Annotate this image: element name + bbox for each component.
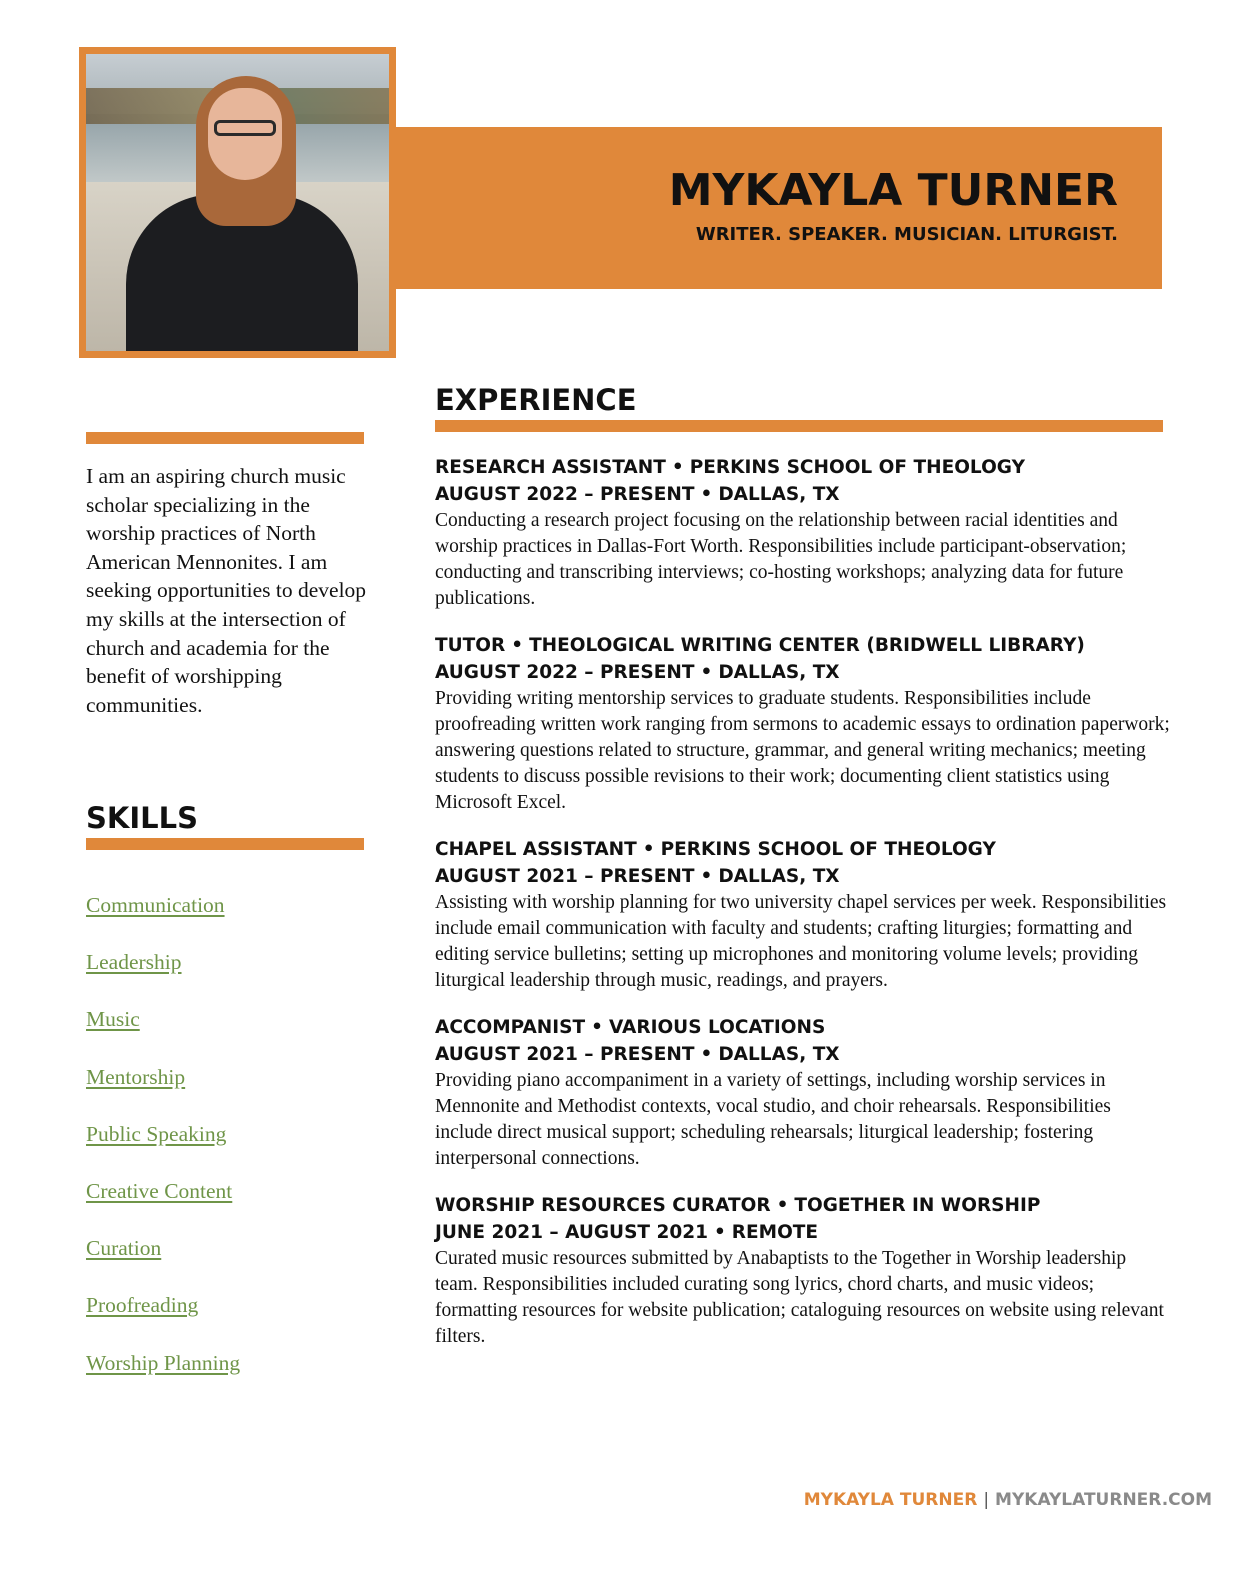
job-title-line [435, 454, 1175, 481]
skill-item [86, 1351, 240, 1408]
job-date-line [435, 1219, 1175, 1246]
candidate-name: MYKAYLA TURNER [668, 165, 1118, 216]
job-dates: JUNE 2021 – AUGUST 2021 [435, 1222, 708, 1243]
page-footer [804, 1490, 1212, 1510]
job-role: TUTOR [435, 635, 506, 656]
separator-dot: • [700, 662, 713, 683]
skill-item [86, 1179, 240, 1236]
separator-dot: • [591, 1017, 603, 1038]
separator-dot: • [700, 866, 713, 887]
skill-link-creative-content[interactable]: Creative Content [86, 1178, 233, 1203]
skills-list [86, 893, 240, 1408]
job-org: THEOLOGICAL WRITING CENTER (BRIDWELL LIBRARY) [529, 635, 1085, 656]
job-role: CHAPEL ASSISTANT [435, 839, 637, 860]
summary-text: I am an aspiring church music scholar specializing in the worship practices of North American Mennonites. I am seeking opportunities to develop my skills at the intersection of church and academia for the benefit of worshipping communities. [86, 464, 367, 717]
separator-dot: • [671, 457, 684, 478]
job-title-line [435, 632, 1175, 659]
skill-item [86, 950, 240, 1007]
job-description: Providing piano accompaniment in a variety of settings, including worship services in Mennonite and Methodist contexts, vocal studio, and choir rehearsals. Responsibilities include direct musical support; scheduling rehearsals; liturgical leadership; fostering interpersonal connections. [435, 1070, 1111, 1169]
job-date-line [435, 1041, 1175, 1068]
skill-item [86, 1065, 240, 1122]
profile-photo-frame [79, 47, 396, 358]
footer-divider: | [983, 1490, 990, 1510]
job-date-line [435, 863, 1175, 890]
skill-item [86, 1293, 240, 1350]
skill-link-proofreading[interactable]: Proofreading [86, 1293, 199, 1318]
skill-item [86, 893, 240, 950]
job-date-line [435, 659, 1175, 686]
job-location: DALLAS, TX [718, 662, 840, 683]
job-location: DALLAS, TX [718, 484, 840, 505]
skill-item [86, 1007, 240, 1064]
job-entry [435, 632, 1175, 816]
experience-list [435, 454, 1175, 1370]
skill-link-curation[interactable]: Curation [86, 1236, 162, 1261]
job-description: Assisting with worship planning for two university chapel services per week. Responsibilities include email communication with faculty and students; crafting liturgies; formatting and editing service bulletins; setting up microphones and monitoring volume levels; providing liturgical leadership through music, readings, and prayers. [435, 892, 1167, 991]
job-title-line [435, 1192, 1175, 1219]
separator-dot: • [700, 1044, 713, 1065]
job-entry [435, 1192, 1175, 1350]
job-dates: AUGUST 2021 – PRESENT [435, 866, 695, 887]
separator-dot: • [776, 1195, 789, 1216]
job-dates: AUGUST 2022 – PRESENT [435, 662, 695, 683]
job-dates: AUGUST 2021 – PRESENT [435, 1044, 695, 1065]
job-description: Providing writing mentorship services to graduate students. Responsibilities include proofreading written work ranging from sermons to academic essays to ordination paperwork; answering questions related to structure, grammar, and general writing mechanics; meeting students to discuss possible revisions to their work; documenting client statistics using Microsoft Excel. [435, 688, 1170, 813]
job-org: PERKINS SCHOOL OF THEOLOGY [660, 839, 996, 860]
experience-title: EXPERIENCE [435, 383, 637, 417]
separator-dot: • [713, 1222, 726, 1243]
footer-name: MYKAYLA TURNER [803, 1490, 978, 1510]
skill-link-leadership[interactable]: Leadership [86, 950, 182, 975]
skill-link-worship-planning[interactable]: Worship Planning [86, 1350, 241, 1375]
job-entry [435, 836, 1175, 994]
separator-dot: • [700, 484, 713, 505]
skills-divider [86, 838, 364, 850]
job-dates: AUGUST 2022 – PRESENT [435, 484, 695, 505]
job-role: WORSHIP RESOURCES CURATOR [435, 1195, 771, 1216]
job-role: RESEARCH ASSISTANT [435, 457, 666, 478]
job-date-line [435, 481, 1175, 508]
header-banner [396, 127, 1162, 289]
job-org: PERKINS SCHOOL OF THEOLOGY [689, 457, 1025, 478]
skill-item [86, 1236, 240, 1293]
job-location: DALLAS, TX [718, 866, 840, 887]
job-org: TOGETHER IN WORSHIP [794, 1195, 1041, 1216]
job-location: REMOTE [731, 1222, 819, 1243]
job-title-line [435, 1014, 1175, 1041]
footer-website: MYKAYLATURNER.COM [995, 1490, 1212, 1510]
photo-glasses [214, 120, 276, 136]
skill-item [86, 1122, 240, 1179]
job-entry [435, 454, 1175, 612]
job-org: VARIOUS LOCATIONS [608, 1017, 826, 1038]
separator-dot: • [511, 635, 524, 656]
summary-divider [86, 432, 364, 444]
job-entry [435, 1014, 1175, 1172]
skill-link-communication[interactable]: Communication [86, 893, 225, 917]
skill-link-music[interactable]: Music [86, 1007, 140, 1032]
profile-photo [86, 54, 389, 351]
job-description: Curated music resources submitted by Anabaptists to the Together in Worship leadership team. Responsibilities included curating song lyrics, chord charts, and music videos; formatting resources for website publication; cataloguing resources on website using relevant filters. [435, 1248, 1164, 1347]
job-title-line [435, 836, 1175, 863]
job-description: Conducting a research project focusing on the relationship between racial identities and worship practices in Dallas-Fort Worth. Responsibilities include participant-observation; conducting and transcribing interviews; co-hosting workshops; analyzing data for future publications. [435, 510, 1127, 609]
skills-title: SKILLS [86, 801, 198, 835]
skill-link-mentorship[interactable]: Mentorship [86, 1064, 186, 1089]
job-location: DALLAS, TX [718, 1044, 840, 1065]
candidate-tagline: WRITER. SPEAKER. MUSICIAN. LITURGIST. [695, 224, 1118, 245]
job-role: ACCOMPANIST [435, 1017, 586, 1038]
skill-link-public-speaking[interactable]: Public Speaking [86, 1121, 227, 1146]
separator-dot: • [642, 839, 655, 860]
experience-divider [435, 420, 1163, 432]
